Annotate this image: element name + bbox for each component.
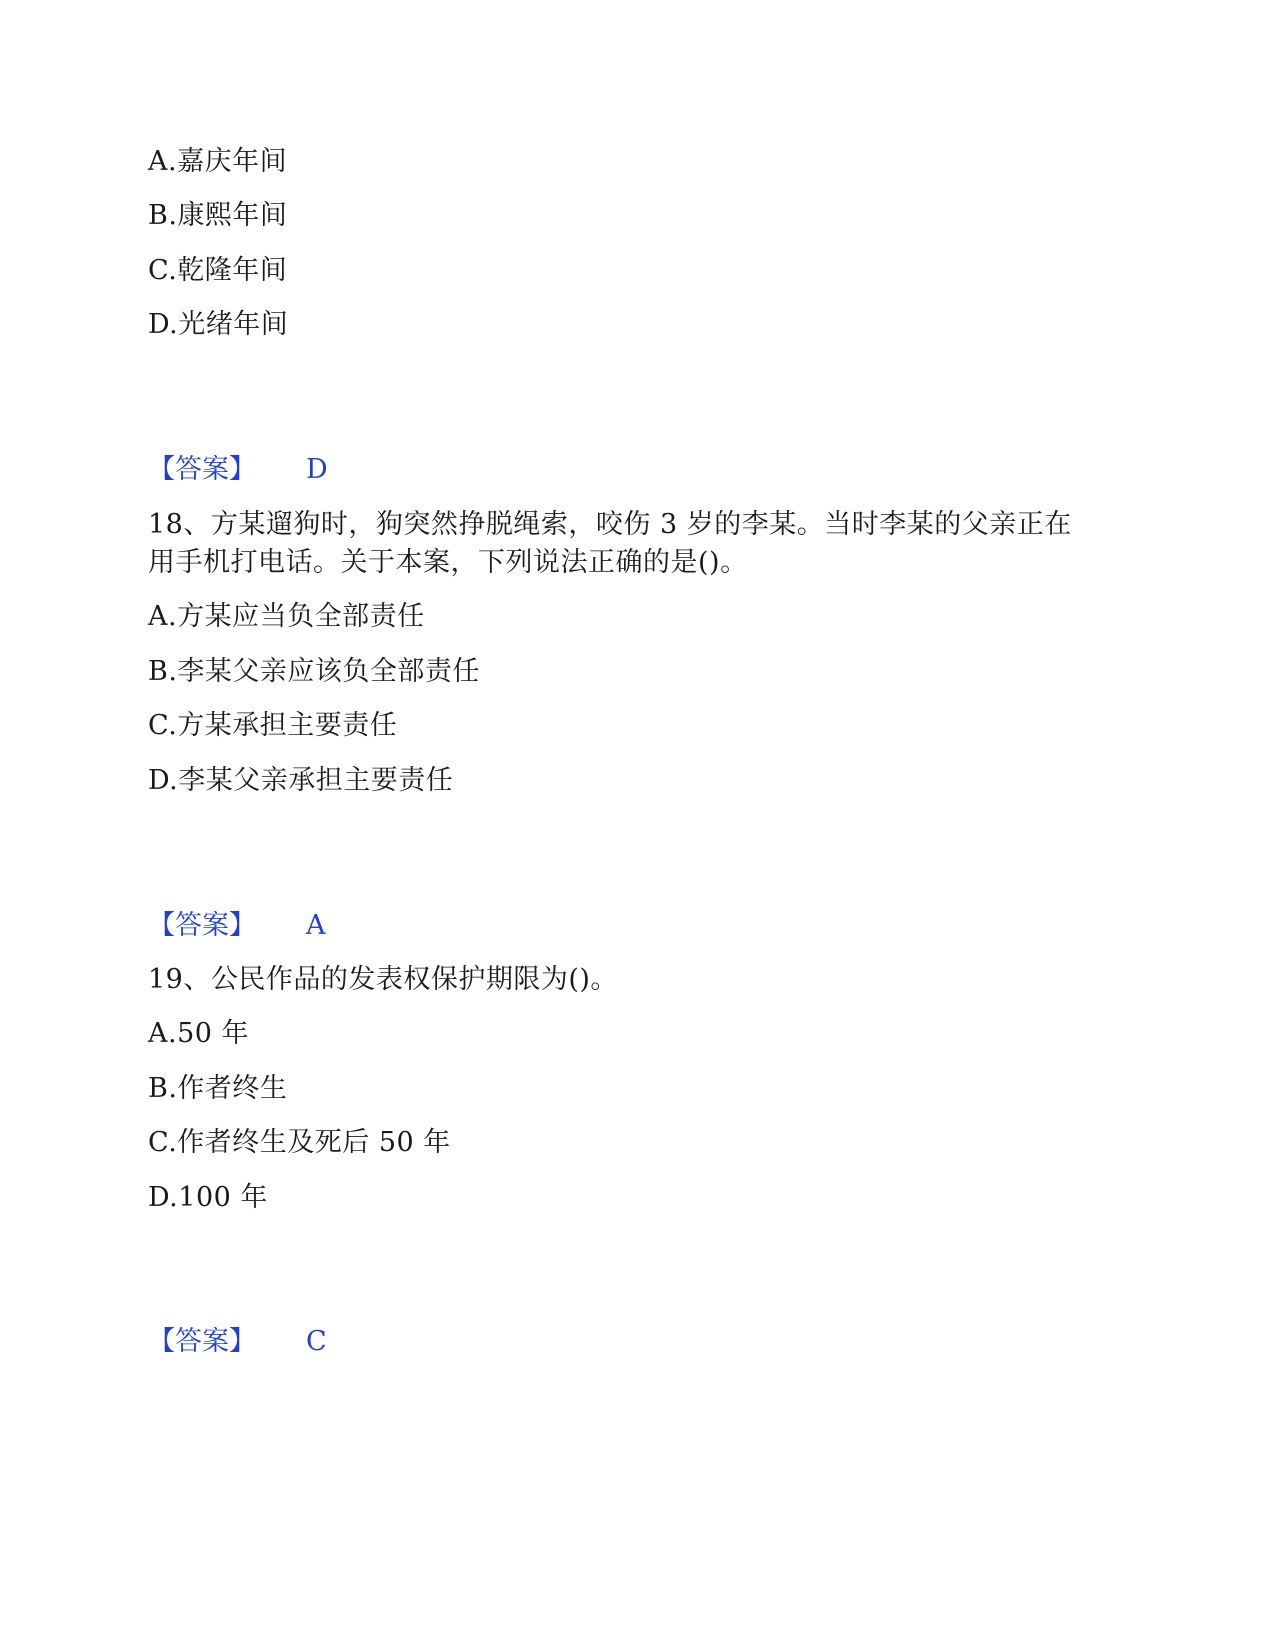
- q17-option-a: A.嘉庆年间: [148, 146, 288, 177]
- q18-option-c: C.方某承担主要责任: [148, 710, 398, 741]
- q18-option-b: B.李某父亲应该负全部责任: [148, 656, 480, 687]
- q19-answer: [148, 1322, 327, 1362]
- q19-stem-line1: 19、公民作品的发表权保护期限为()。: [148, 964, 618, 995]
- q19-option-b: B.作者终生: [148, 1073, 288, 1104]
- answer-value: A: [306, 910, 326, 941]
- q17-answer: [148, 450, 328, 490]
- q18-option-a: A.方某应当负全部责任: [148, 601, 425, 632]
- q18-option-d: D.李某父亲承担主要责任: [148, 765, 454, 796]
- q18-answer: [148, 906, 326, 946]
- q18-stem-line1: 18、方某遛狗时，狗突然挣脱绳索，咬伤 3 岁的李某。当时李某的父亲正在: [148, 509, 1072, 540]
- q17-option-c: C.乾隆年间: [148, 255, 288, 286]
- answer-value: D: [306, 454, 328, 485]
- answer-label: 【答案】: [148, 454, 256, 485]
- answer-label: 【答案】: [148, 910, 256, 941]
- q19-option-c: C.作者终生及死后 50 年: [148, 1127, 451, 1158]
- answer-value: C: [306, 1326, 327, 1357]
- q17-option-b: B.康熙年间: [148, 200, 288, 231]
- q19-option-d: D.100 年: [148, 1182, 268, 1213]
- q19-option-a: A.50 年: [148, 1018, 250, 1049]
- q18-stem-line2: 用手机打电话。关于本案，下列说法正确的是()。: [148, 547, 748, 578]
- q17-option-d: D.光绪年间: [148, 309, 289, 340]
- answer-label: 【答案】: [148, 1326, 256, 1357]
